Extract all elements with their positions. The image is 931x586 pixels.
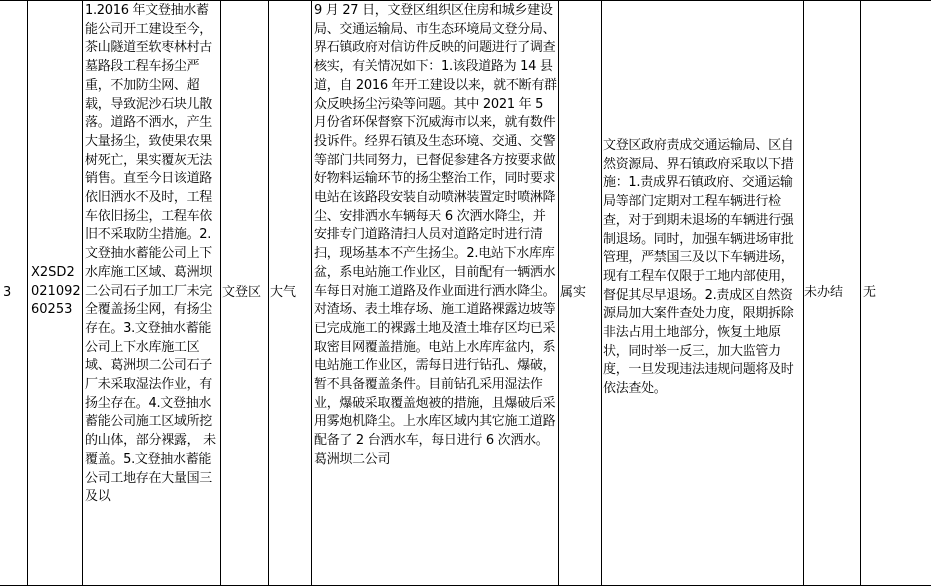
seq-cell: 3 <box>3 285 12 300</box>
complaint-cell: 1.2016 年文登抽水蓄能公司开工建设至今，茶山隧道至软枣林村古墓路段工程车扬尘严重，不加防尘网、超载，导致泥沙石块儿散落。道路不洒水，产生大量扬尘，致使果农果树死亡，果实覆灰无法销售。直至今日该道路依旧洒水不及时，工程车依旧扬尘，工程车依旧不采取防尘措施。2.文登抽水蓄能公司上下水库施工区域、葛洲坝二公司石子加工厂未完全覆盖扬尘网，有扬尘存在。3.文登抽水蓄能公司上下水库施工区域、葛洲坝二公司石子厂未采取湿法作业，有扬尘存在。4.文登抽水蓄能公司施工区域所挖的山体，部分裸露， 未覆盖。5.文登抽水蓄能公司工地存在大量国三及以 <box>85 3 216 505</box>
handling-cell: 文登区政府责成交通运输局、区自然资源局、界石镇政府采取以下措施：1.责成界石镇政府、交通运输局等部门定期对工程车辆进行检查，对于到期未退场的车辆进行强制退场。同时，加强车辆进场审批管理，严禁国三及以下车辆进场，现有工程车仅限于工地内部使用，督促其尽早退场。2.责成区自然资源局加大案件查处力度，限期拆除非法占用土地部分，恢复土地原状，同时举一反三，加大监管力度，一旦发现违法违规问题将及时依法查处。 <box>603 138 794 397</box>
pollution-type-cell: 大气 <box>270 285 297 300</box>
col-divider-7 <box>601 0 602 586</box>
status-cell: 未办结 <box>804 285 844 300</box>
col-divider-6 <box>558 0 559 586</box>
investigation-cell: 9 月 27 日，文登区组织区住房和城乡建设局、交通运输局、市生态环境局文登分局、界石镇政府对信访件反映的问题进行了调查核实，有关情况如下：1.该段道路为 14 县道，自 2016 年开工建设以来，就不断有群众反映扬尘污染等问题。其中 2021 年 5 月份省环保督察下沉威海市以来，就有数件投诉件。经界石镇及生态环境、交通、交警等部门共同努力，已督促参建各方按要求做好物料运输环节的扬尘整治工作，同时要求电站在该路段安装自动喷淋装置定时喷淋降尘、安排洒水车辆每天 6 次洒水降尘，并安排专门道路清扫人员对道路定时进行清扫，现场基本不产生扬尘。2.电站下水库库盆，系电站施工作业区，目前配有一辆洒水车每日对施工道路及作业面进行洒水降尘。对渣场、表土堆存场、施工道路裸露边坡等已完成施工的裸露土地及渣土堆存区均已采取密目网覆盖措施。电站上水库库盆内，系电站施工作业区，需每日进行钻孔、爆破，暂不具备覆盖条件。目前钻孔采用湿法作业，爆破采取覆盖炮被的措施，且爆破后采用雾炮机降尘。上水库区域内其它施工道路配备了 2 台洒水车，每日进行 6 次洒水。葛洲坝二公司 <box>314 3 557 467</box>
col-divider-2 <box>82 0 83 586</box>
col-divider-5 <box>311 0 312 586</box>
accountability-cell: 无 <box>863 285 877 300</box>
top-border <box>0 0 931 1</box>
district-cell: 文登区 <box>222 285 262 300</box>
verdict-cell: 属实 <box>560 285 587 300</box>
col-divider-3 <box>220 0 221 586</box>
col-divider-4 <box>268 0 269 586</box>
col-divider-1 <box>27 0 28 586</box>
col-divider-9 <box>860 0 861 586</box>
case-id-cell: X2SD202109260253 <box>31 265 81 318</box>
